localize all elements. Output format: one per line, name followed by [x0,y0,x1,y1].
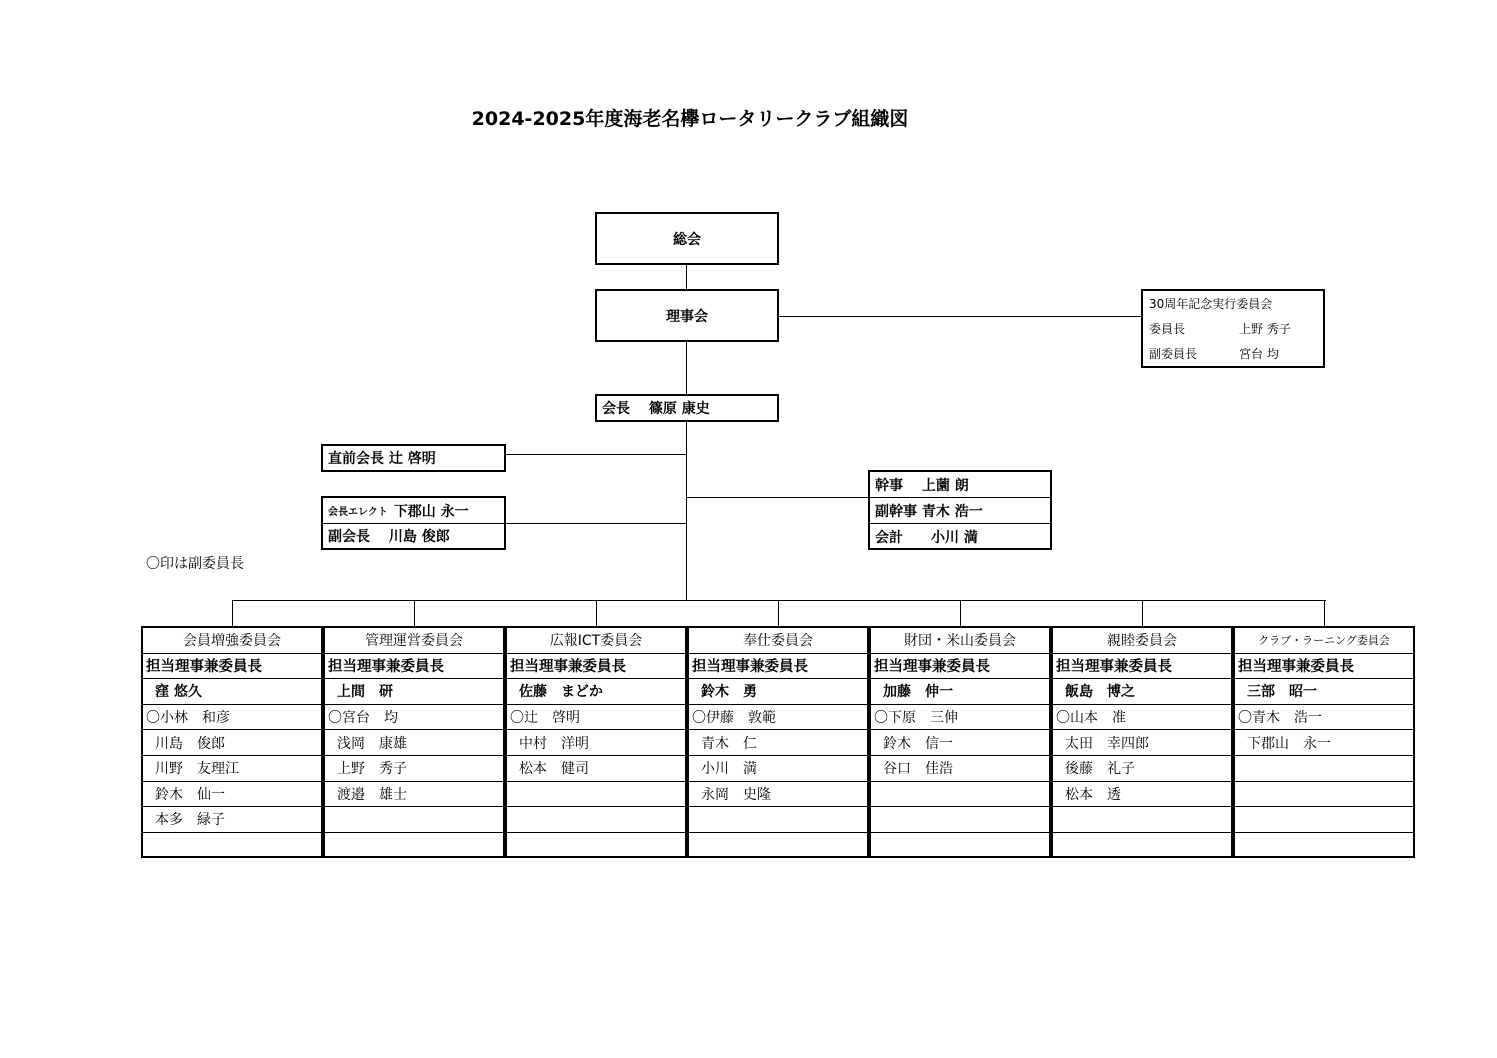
secretary-label: 幹事 上薗 朗 [875,477,969,494]
committee-chair: 佐藤 まどか [507,679,685,705]
committee-chair: 三部 昭一 [1235,679,1413,705]
committee-member: 〇伊藤 敦範 [689,705,867,731]
committee-member: 〇青木 浩一 [1235,705,1413,731]
connector-line [686,264,687,290]
committee-member: 〇山本 准 [1053,705,1231,731]
committee-member: 松本 透 [1053,782,1231,808]
committee-chair: 鈴木 勇 [689,679,867,705]
general-assembly-box [595,212,779,265]
connector-line [1324,600,1325,627]
committee-member [325,807,503,833]
connector-line [686,497,869,498]
committee-member [507,807,685,833]
committee-member [871,807,1049,833]
committee-role: 担当理事兼委員長 [871,654,1049,680]
committee-member: 上野 秀子 [325,756,503,782]
committee-member: 鈴木 信一 [871,730,1049,756]
committee-member [143,833,321,859]
committee-member: 本多 緑子 [143,807,321,833]
committee-name: 会員増強委員会 [143,628,321,654]
committee-member [507,833,685,859]
committee-name: 財団・米山委員会 [871,628,1049,654]
president-elect-box [321,496,506,550]
committee-column [505,626,687,858]
committee-member [871,782,1049,808]
general-assembly-label: 総会 [673,231,701,248]
committee-member: 〇下原 三伸 [871,705,1049,731]
past-president-label: 直前会長 辻 啓明 [328,451,436,467]
president-box [595,394,779,422]
committee-chair: 飯島 博之 [1053,679,1231,705]
board-label: 理事会 [666,308,708,325]
vice-chair-note: 〇印は副委員長 [146,556,244,572]
committee-member: 松本 健司 [507,756,685,782]
committee-member: 中村 洋明 [507,730,685,756]
treasurer-label: 会計 小川 満 [875,530,978,546]
president-elect-name: 下郡山 永一 [393,503,469,520]
committee-chair: 加藤 伸一 [871,679,1049,705]
committee-member: 永岡 史隆 [689,782,867,808]
anniversary-committee-box [1141,289,1325,368]
committee-column [1051,626,1233,858]
connector-line [686,421,687,601]
anniversary-chair-label: 委員長 [1149,322,1186,336]
anniversary-vice-label: 副委員長 [1149,347,1198,361]
committee-role: 担当理事兼委員長 [1053,654,1231,680]
connector-line [414,600,415,627]
committee-role: 担当理事兼委員長 [325,654,503,680]
committee-column [323,626,505,858]
committee-member [689,807,867,833]
connector-line [505,454,686,455]
committee-column [141,626,323,858]
committee-name: 親睦委員会 [1053,628,1231,654]
committee-name: 広報ICT委員会 [507,628,685,654]
past-president-box [321,444,506,472]
committee-member: 太田 幸四郎 [1053,730,1231,756]
committee-member [871,833,1049,859]
board-box [595,289,779,342]
committee-chair: 上間 研 [325,679,503,705]
committee-member [1053,833,1231,859]
committee-role: 担当理事兼委員長 [1235,654,1413,680]
committee-role: 担当理事兼委員長 [689,654,867,680]
connector-line [232,600,1326,601]
connector-line [686,341,687,395]
vice-president-label: 副会長 川島 俊郎 [328,529,450,545]
committee-member [1053,807,1231,833]
anniversary-chair-name: 上野 秀子 [1239,322,1291,336]
committee-member: 〇宮台 均 [325,705,503,731]
committee-member: 〇小林 和彦 [143,705,321,731]
committee-member: 青木 仁 [689,730,867,756]
committee-member [325,833,503,859]
vice-secretary-label: 副幹事 青木 浩一 [875,503,983,520]
committee-name: 管理運営委員会 [325,628,503,654]
committee-member: 〇辻 啓明 [507,705,685,731]
committee-column [869,626,1051,858]
committee-member: 鈴木 仙一 [143,782,321,808]
anniversary-vice-name: 宮台 均 [1239,347,1279,361]
committee-member [1235,756,1413,782]
committee-member: 渡邉 雄士 [325,782,503,808]
connector-line [960,600,961,627]
connector-line [232,600,233,627]
committee-member [1235,833,1413,859]
committee-member: 川野 友理江 [143,756,321,782]
committee-chair: 窪 悠久 [143,679,321,705]
secretary-box [868,470,1052,550]
committee-role: 担当理事兼委員長 [507,654,685,680]
connector-line [596,600,597,627]
committee-member [689,833,867,859]
connector-line [505,523,686,524]
president-label: 会長 篠原 康史 [602,401,710,417]
connector-line [778,600,779,627]
committee-member: 谷口 佳浩 [871,756,1049,782]
committee-member: 浅岡 康雄 [325,730,503,756]
committee-name: クラブ・ラーニング委員会 [1235,628,1413,654]
committee-member: 下郡山 永一 [1235,730,1413,756]
committee-member [1235,782,1413,808]
committee-member: 川島 俊郎 [143,730,321,756]
committee-column [1233,626,1415,858]
president-elect-role: 会長エレクト [328,507,388,518]
connector-line [778,316,1142,317]
committee-role: 担当理事兼委員長 [143,654,321,680]
connector-line [1142,600,1143,627]
committee-name: 奉仕委員会 [689,628,867,654]
committee-column [687,626,869,858]
committee-member: 小川 満 [689,756,867,782]
committee-member: 後藤 礼子 [1053,756,1231,782]
page-title: 2024-2025年度海老名欅ロータリークラブ組織図 [471,108,909,130]
anniversary-title: 30周年記念実行委員会 [1149,297,1273,311]
committee-member [1235,807,1413,833]
committee-member [507,782,685,808]
